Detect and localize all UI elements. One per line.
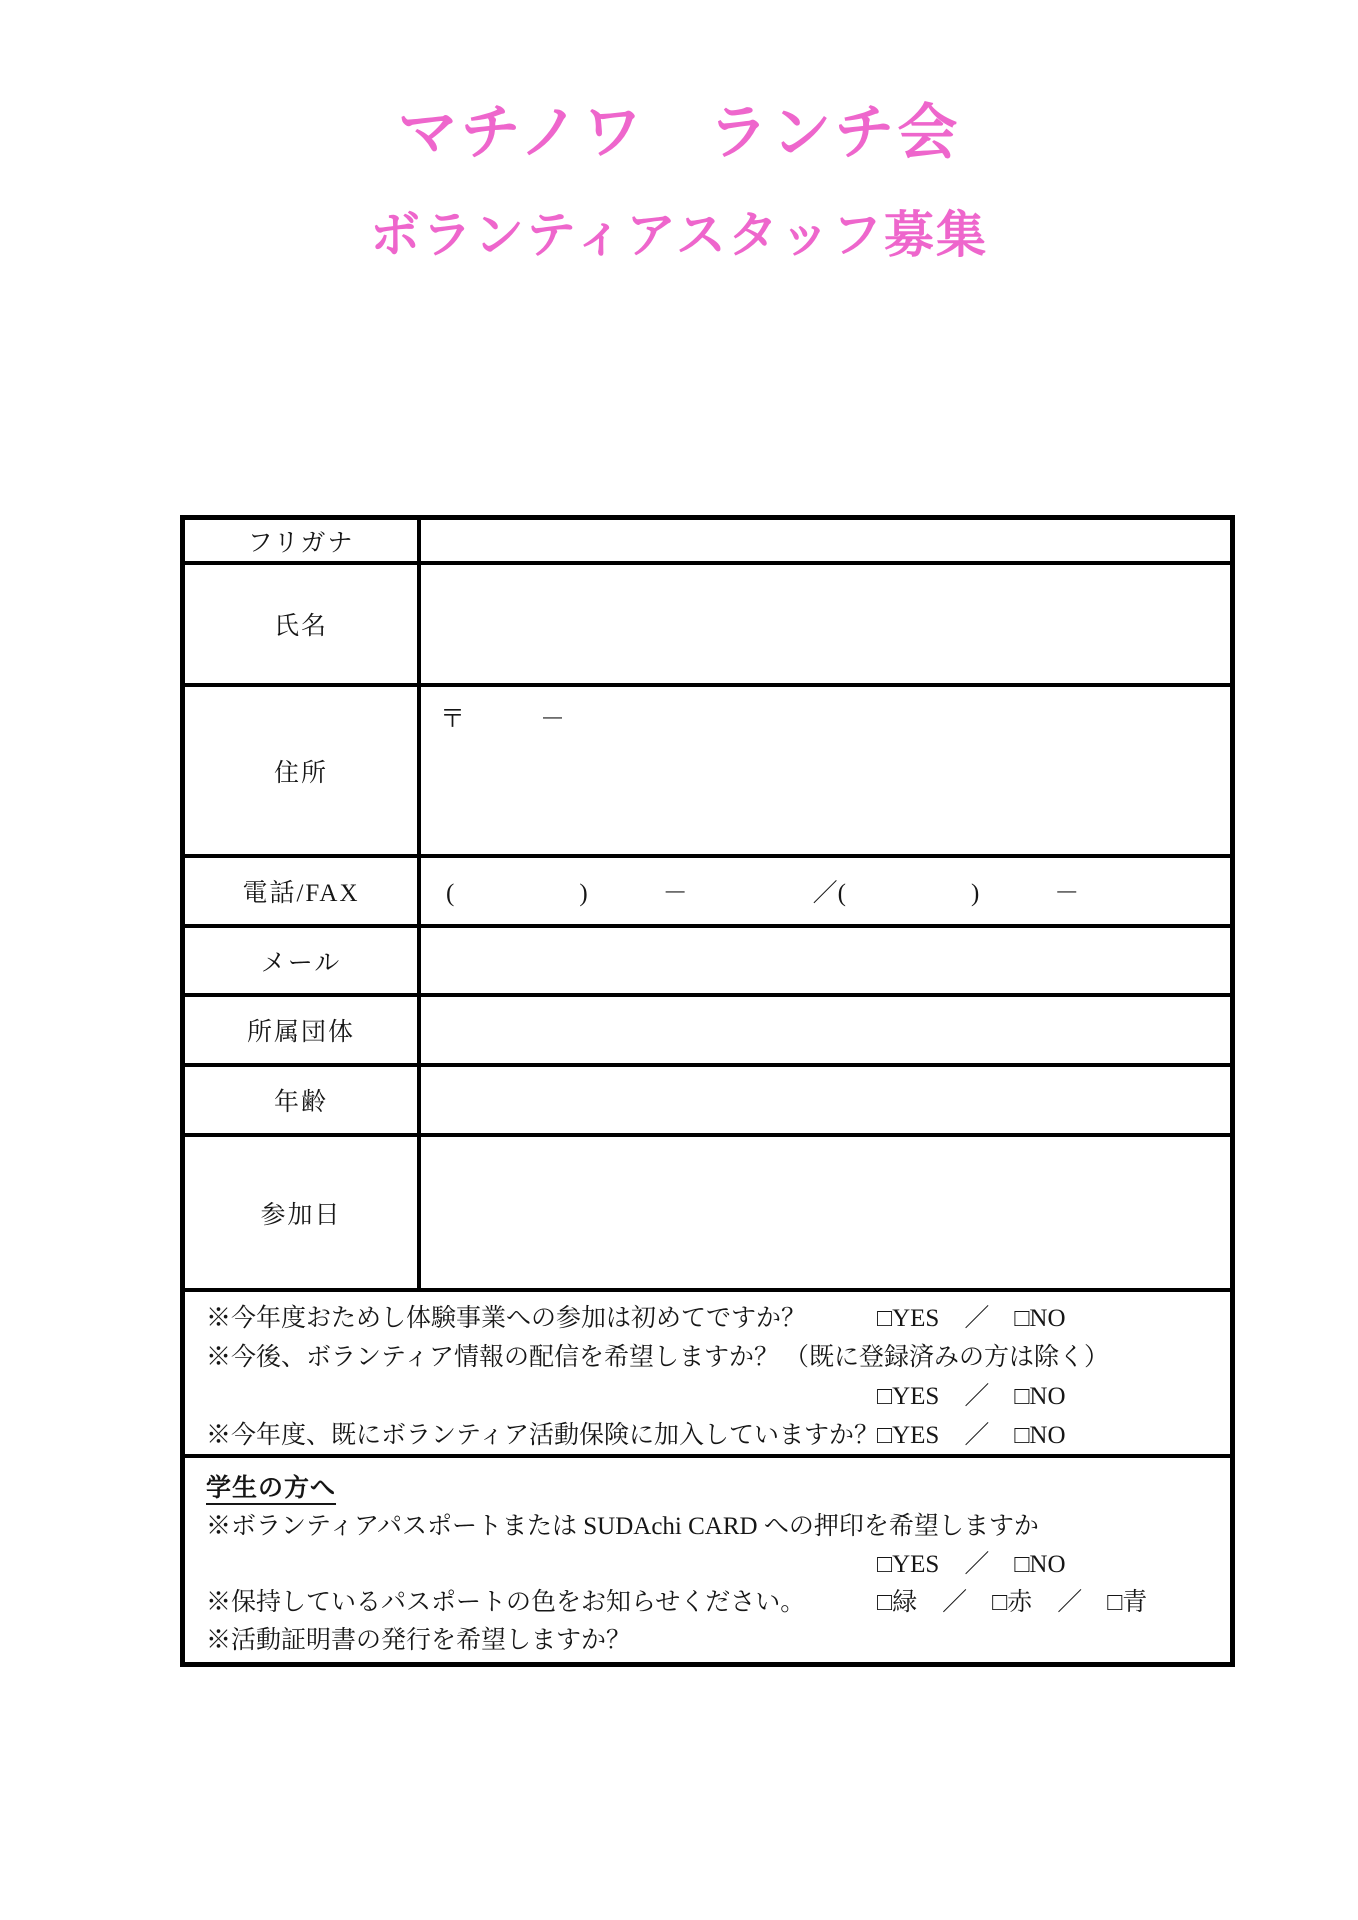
form-row bbox=[185, 520, 1230, 565]
question-line bbox=[185, 1337, 1230, 1376]
field-value bbox=[421, 997, 1230, 1063]
students-heading-line bbox=[185, 1468, 1230, 1506]
form-row bbox=[185, 1067, 1230, 1137]
question-line bbox=[185, 1415, 1230, 1454]
question-line bbox=[185, 1620, 1230, 1658]
checkbox-options: □YES ／ □NO bbox=[877, 1383, 1066, 1410]
question-text: ※今年度、既にボランティア活動保険に加入していますか？ bbox=[206, 1422, 880, 1449]
checkbox-options: □YES ／ □NO bbox=[877, 1422, 1066, 1449]
page-subtitle: ボランティアスタッフ募集 bbox=[370, 207, 988, 263]
field-value: 〒 － bbox=[440, 706, 566, 733]
students-section-heading: 学生の方へ bbox=[206, 1475, 337, 1502]
application-form-table bbox=[180, 515, 1235, 1667]
field-label: 年齢 bbox=[185, 1067, 421, 1133]
checkbox-options: □緑 ／ □赤 ／ □青 bbox=[877, 1589, 1148, 1616]
field-value: ( ) － ／( ) － bbox=[446, 880, 1080, 907]
field-label: メール bbox=[185, 928, 421, 993]
form-row bbox=[185, 858, 1230, 928]
question-line bbox=[185, 1376, 1230, 1415]
field-label: 住所 bbox=[185, 687, 421, 854]
question-note: （既に登録済みの方は除く） bbox=[784, 1344, 1110, 1371]
form-field-rows bbox=[185, 520, 1230, 1292]
page-title: マチノワ ランチ会 bbox=[397, 99, 961, 166]
field-value bbox=[421, 1137, 1230, 1288]
question-text: ※今年度おためし体験事業への参加は初めてですか？ bbox=[206, 1305, 807, 1332]
question-text: ※保持しているパスポートの色をお知らせください。 bbox=[206, 1589, 806, 1616]
field-value bbox=[421, 565, 1230, 683]
question-text: ※ボランティアパスポートまたは SUDAchi CARD への押印を希望しますか bbox=[206, 1513, 1039, 1540]
field-label: 所属団体 bbox=[185, 997, 421, 1063]
question-line bbox=[185, 1506, 1230, 1544]
field-label: 電話/FAX bbox=[185, 858, 421, 924]
question-text: ※今後、ボランティア情報の配信を希望しますか？ bbox=[206, 1344, 780, 1371]
question-text: ※活動証明書の発行を希望しますか？ bbox=[206, 1627, 632, 1654]
question-line bbox=[185, 1544, 1230, 1582]
field-label: 参加日 bbox=[185, 1137, 421, 1288]
field-value bbox=[421, 928, 1230, 993]
form-row bbox=[185, 565, 1230, 687]
questions-section bbox=[185, 1292, 1230, 1458]
form-row bbox=[185, 687, 1230, 858]
checkbox-options: □YES ／ □NO bbox=[877, 1305, 1066, 1332]
field-value bbox=[421, 520, 1230, 561]
question-line bbox=[185, 1582, 1230, 1620]
field-label: フリガナ bbox=[185, 520, 421, 561]
checkbox-options: □YES ／ □NO bbox=[877, 1551, 1066, 1578]
form-row bbox=[185, 1137, 1230, 1292]
question-line bbox=[185, 1298, 1230, 1337]
field-label: 氏名 bbox=[185, 565, 421, 683]
field-value bbox=[421, 1067, 1230, 1133]
students-section bbox=[185, 1458, 1230, 1662]
form-row bbox=[185, 928, 1230, 997]
form-row bbox=[185, 997, 1230, 1067]
